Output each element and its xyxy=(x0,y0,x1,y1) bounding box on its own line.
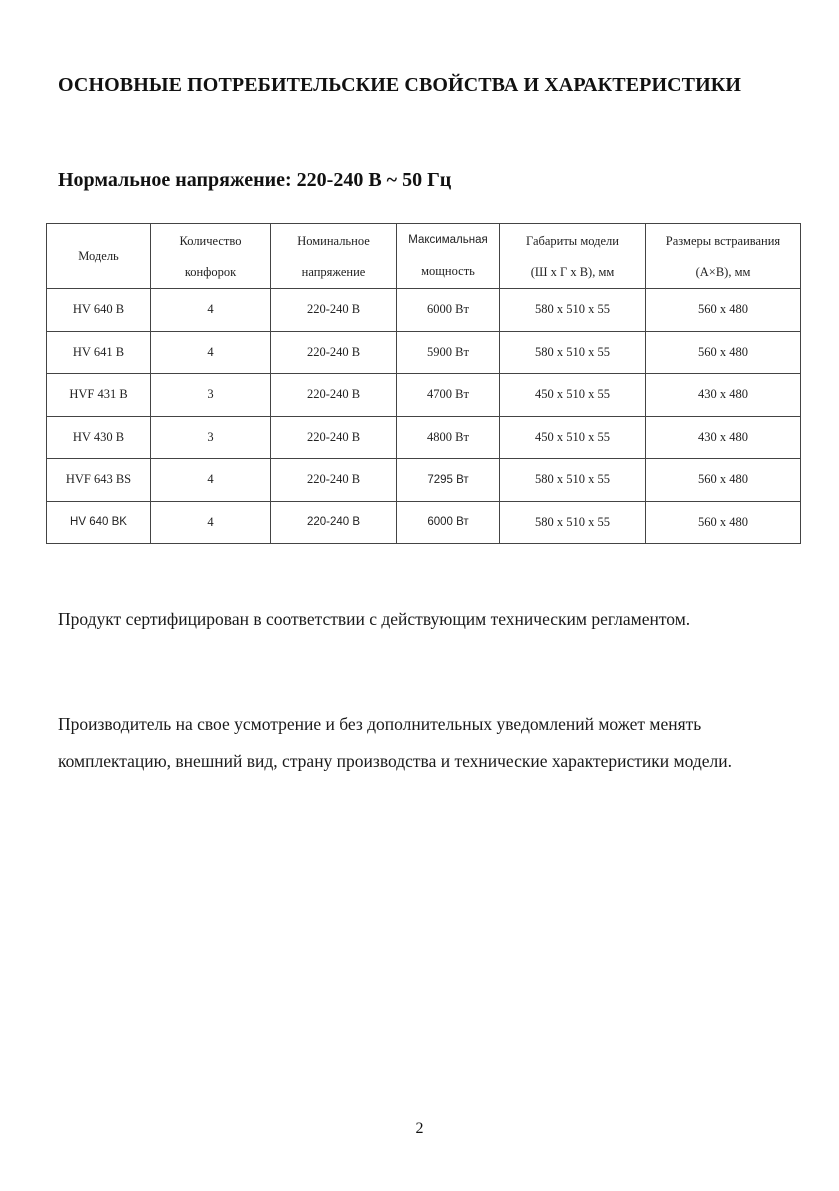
cell-cutout: 430 x 480 xyxy=(646,374,801,417)
cell-model: HV 640 BK xyxy=(47,501,151,544)
cell-voltage: 220-240 В xyxy=(271,331,397,374)
cell-model: HV 641 B xyxy=(47,331,151,374)
cell-burners: 4 xyxy=(151,289,271,332)
header-burners-count: Количество конфорок xyxy=(151,224,271,289)
page-number: 2 xyxy=(415,1120,424,1137)
cell-power: 4800 Вт xyxy=(397,416,500,459)
header-dimensions: Габариты модели (Ш х Г х В), мм xyxy=(500,224,646,289)
cell-power: 5900 Вт xyxy=(397,331,500,374)
cell-burners: 4 xyxy=(151,459,271,502)
cell-model: HVF 431 B xyxy=(47,374,151,417)
cell-dimensions: 580 x 510 x 55 xyxy=(500,501,646,544)
cell-cutout: 560 x 480 xyxy=(646,501,801,544)
cell-dimensions: 580 x 510 x 55 xyxy=(500,289,646,332)
cell-dimensions: 580 x 510 x 55 xyxy=(500,459,646,502)
table-row xyxy=(47,501,801,544)
cell-power: 6000 Вт xyxy=(397,289,500,332)
cell-model: HV 640 B xyxy=(47,289,151,332)
table-row xyxy=(47,416,801,459)
cell-model: HV 430 B xyxy=(47,416,151,459)
cell-voltage: 220-240 В xyxy=(271,416,397,459)
cell-voltage: 220-240 В xyxy=(271,374,397,417)
cell-cutout: 560 x 480 xyxy=(646,459,801,502)
header-cutout-size: Размеры встраивания (А×В), мм xyxy=(646,224,801,289)
cell-power: 6000 Вт xyxy=(397,501,500,544)
cell-burners: 4 xyxy=(151,501,271,544)
table-row xyxy=(47,331,801,374)
cell-voltage: 220-240 В xyxy=(271,459,397,502)
manufacturer-disclaimer-paragraph: Производитель на свое усмотрение и без дополнительных уведомлений может менять комплектацию, внешний вид, страну производства и технические характеристики модели. xyxy=(58,714,732,771)
header-model: Модель xyxy=(47,224,151,289)
section-title: ОСНОВНЫЕ ПОТРЕБИТЕЛЬСКИЕ СВОЙСТВА И ХАРАКТЕРИСТИКИ xyxy=(58,74,742,96)
cell-burners: 3 xyxy=(151,416,271,459)
cell-burners: 3 xyxy=(151,374,271,417)
cell-cutout: 430 x 480 xyxy=(646,416,801,459)
cell-power: 4700 Вт xyxy=(397,374,500,417)
cell-power: 7295 Вт xyxy=(397,459,500,502)
table-row xyxy=(47,374,801,417)
cell-model: HVF 643 BS xyxy=(47,459,151,502)
cell-voltage: 220-240 В xyxy=(271,289,397,332)
cell-cutout: 560 x 480 xyxy=(646,331,801,374)
header-max-power: Максимальная мощность xyxy=(397,224,500,289)
specifications-table xyxy=(46,223,801,544)
cell-dimensions: 450 x 510 x 55 xyxy=(500,374,646,417)
cell-burners: 4 xyxy=(151,331,271,374)
table-header-row xyxy=(47,224,801,289)
cell-cutout: 560 x 480 xyxy=(646,289,801,332)
cell-voltage: 220-240 В xyxy=(271,501,397,544)
table-row xyxy=(47,289,801,332)
certification-paragraph: Продукт сертифицирован в соответствии с действующим техническим регламентом. xyxy=(58,609,691,629)
cell-dimensions: 450 x 510 x 55 xyxy=(500,416,646,459)
cell-dimensions: 580 x 510 x 55 xyxy=(500,331,646,374)
header-nominal-voltage: Номинальное напряжение xyxy=(271,224,397,289)
table-row xyxy=(47,459,801,502)
nominal-voltage-heading: Нормальное напряжение: 220-240 В ~ 50 Гц xyxy=(58,169,452,191)
